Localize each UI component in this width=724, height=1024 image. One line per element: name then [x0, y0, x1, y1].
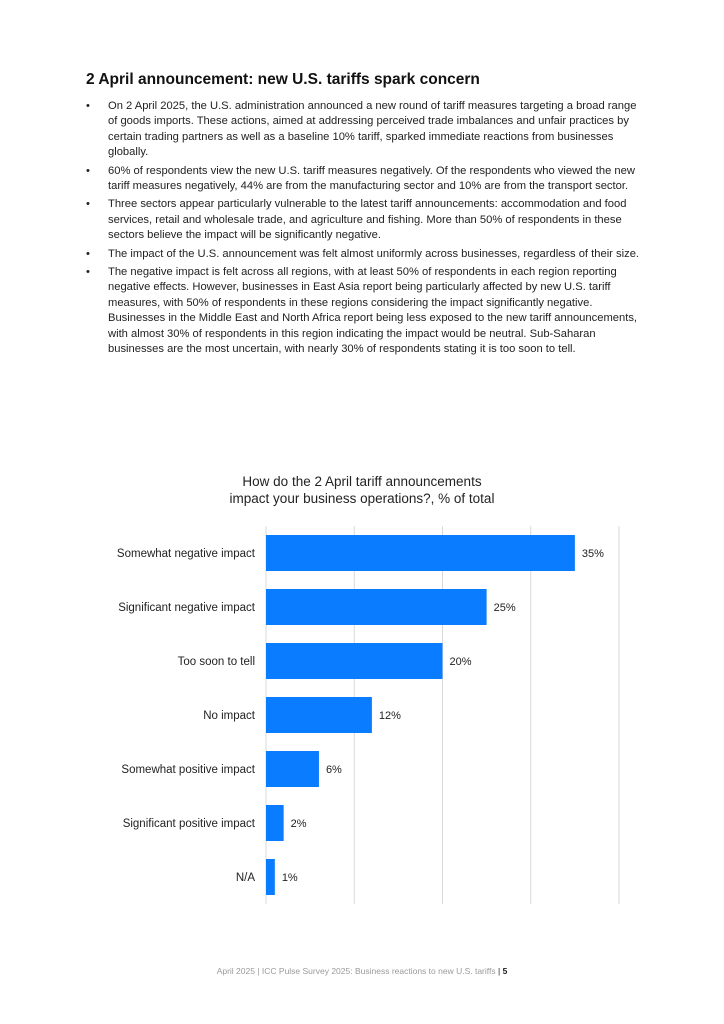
- category-label: Somewhat negative impact: [116, 548, 255, 560]
- bullet-marker: •: [86, 247, 90, 260]
- value-label: 2%: [290, 818, 307, 830]
- value-label: 35%: [581, 548, 604, 560]
- category-label: Somewhat positive impact: [121, 764, 255, 776]
- bullet-marker: •: [86, 164, 90, 177]
- bar: [266, 697, 372, 733]
- bar: [266, 535, 575, 571]
- bar: [266, 589, 487, 625]
- bullet-text: On 2 April 2025, the U.S. administration announced a new round of tariff measures targeting a broad range of goods imports. These actions, aimed at addressing perceived trade imbalances and unfair practices by certain trading partners as well as a baseline 10% tariff, sparked immediate reactions from businesses globally.: [108, 100, 637, 159]
- value-label: 25%: [493, 602, 516, 614]
- bar: [266, 805, 284, 841]
- category-label: N/A: [235, 872, 255, 884]
- bullet-text: Three sectors appear particularly vulnerable to the latest tariff announcements: accommodation and food services, retail and wholesale trade, and agriculture and fishing. More than 50% of respondents in these sectors believe the impact will be significantly negative.: [108, 198, 627, 242]
- value-label: 20%: [449, 656, 472, 668]
- bar: [266, 643, 443, 679]
- footer-text: April 2025 | ICC Pulse Survey 2025: Business reactions to new U.S. tariffs: [216, 966, 496, 976]
- page-number: 5: [502, 966, 508, 976]
- bullet-marker: •: [86, 198, 90, 211]
- value-label: 6%: [325, 764, 342, 776]
- category-label: Significant negative impact: [118, 602, 255, 614]
- value-label: 1%: [281, 872, 298, 884]
- category-label: Significant positive impact: [122, 818, 255, 830]
- bar: [266, 859, 275, 895]
- bullet-text: 60% of respondents view the new U.S. tariff measures negatively. Of the respondents who viewed the new tariff measures negatively, 44% are from the manufacturing sector and 10% are from the transport sector.: [108, 164, 635, 193]
- bullet-marker: •: [86, 100, 90, 112]
- bullet-text: The impact of the U.S. announcement was felt almost uniformly across businesses, regardless of their size.: [108, 247, 640, 260]
- category-label: No impact: [203, 710, 255, 722]
- chart-title-line-1: How do the 2 April tariff announcements: [242, 474, 482, 489]
- value-label: 12%: [378, 710, 401, 722]
- footer-separator: |: [497, 966, 501, 976]
- page-footer: [0, 966, 724, 976]
- bar: [266, 751, 319, 787]
- section-heading: 2 April announcement: new U.S. tariffs spark concern: [86, 71, 480, 88]
- bullet-marker: •: [86, 266, 90, 279]
- chart-title-line-2: impact your business operations?, % of total: [229, 491, 495, 506]
- category-label: Too soon to tell: [177, 656, 255, 668]
- bullet-text: The negative impact is felt across all regions, with at least 50% of respondents in each region reporting negative effects. However, businesses in East Asia report being particularly affected by new U.S. tariff measures, with 50% of respondents in these regions considering the impact significantly negative. Businesses in the Middle East and North Africa report being less exposed to the new tariff announcements, with almost 30% of respondents in this region indicating the impact would be neutral. Sub-Saharan businesses are the most uncertain, with nearly 30% of respondents stating it is too soon to tell.: [108, 266, 638, 356]
